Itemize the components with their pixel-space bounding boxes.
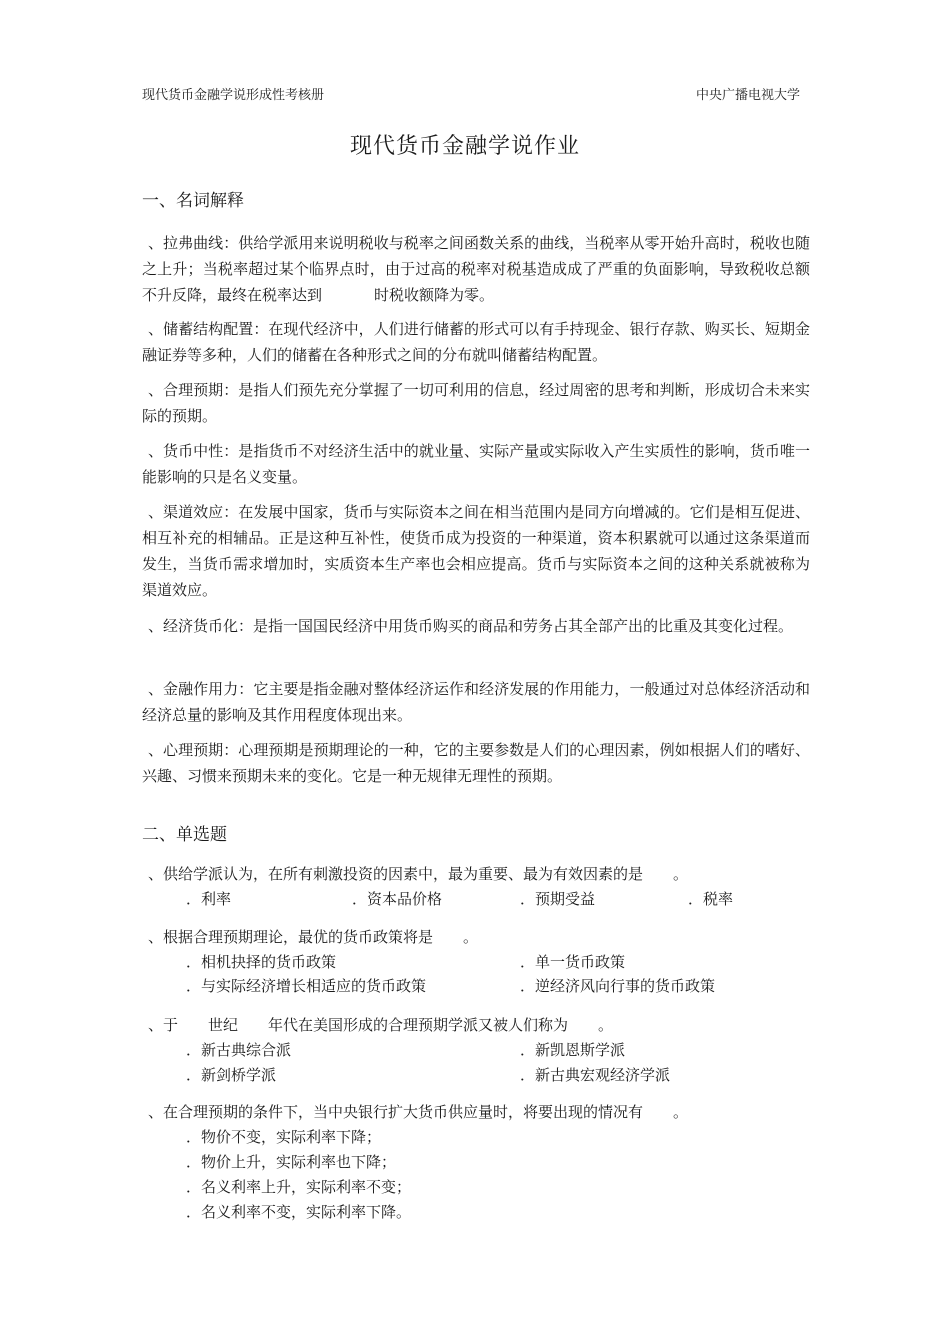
question-end: 。 [673,1103,689,1121]
option-d: ．逆经济风向行事的货币政策 [520,977,716,995]
term-paragraph: 、储蓄结构配置：在现代经济中，人们进行储蓄的形式可以有手持现金、银行存款、购买长、短期金融证券等多种，人们的储蓄在各种形式之间的分布就叫储蓄结构配置。 [142,320,810,364]
option-c: ．与实际经济增长相适应的货币政策 [186,977,427,995]
option-c: ．名义利率上升，实际利率不变； [186,1178,412,1196]
question-text: 、在合理预期的条件下，当中央银行扩大货币供应量时，将要出现的情况有 [148,1103,644,1121]
option-a: ．相机抉择的货币政策 [186,953,337,971]
option-d: ．税率 [688,890,734,908]
header-right: 中央广播电视大学 [695,88,800,103]
option-a: ．新古典综合派 [186,1041,292,1059]
option-b: ．资本品价格 [352,890,443,908]
page-title: 现代货币金融学说作业 [349,134,580,159]
option-a: ．物价不变，实际利率下降； [186,1128,382,1146]
term-paragraph: 、金融作用力：它主要是指金融对整体经济运作和经济发展的作用能力，一般通过对总体经济活动和经济总量的影响及其作用程度体现出来。 [142,680,810,724]
term-paragraph: 、渠道效应：在发展中国家，货币与实际资本之间在相当范围内是同方向增减的。它们是相互促进、相互补充的相辅品。正是这种互补性，使货币成为投资的一种渠道，资本积累就可以通过这条渠道而发生，当货币需求增加时，实质资本生产率也会相应提高。货币与实际资本之间的这种关系就被称为渠道效应。 [142,503,810,599]
question-text: 世纪 [208,1016,239,1034]
question-text: 、供给学派认为，在所有刺激投资的因素中，最为重要、最为有效因素的是 [148,865,644,883]
term-paragraph: 、合理预期：是指人们预先充分掌握了一切可利用的信息，经过周密的思考和判断，形成切合未来实际的预期。 [142,381,810,425]
term-text: 、拉弗曲线：供给学派用来说明税收与税率之间函数关系的曲线，当税率从零开始升高时，税收也随之上升；当税率超过某个临界点时，由于过高的税率对税基造成成了严重的负面影响，导致税收总额不升反降，最终在税率达到 [142,234,810,304]
option-d: ．名义利率不变，实际利率下降。 [186,1203,412,1221]
option-b: ．物价上升，实际利率也下降； [186,1153,397,1171]
term-paragraph: 、经济货币化：是指一国国民经济中用货币购买的商品和劳务占其全部产出的比重及其变化过程。 [148,617,794,635]
question-stem [148,925,478,949]
option-c: ．预期受益 [520,890,596,908]
term-paragraph: 、货币中性：是指货币不对经济生活中的就业量、实际产量或实际收入产生实质性的影响，货币唯一能影响的只是名义变量。 [142,442,810,486]
question-end: 。 [463,928,479,946]
section-heading-terms: 一、名词解释 [142,191,244,211]
option-c: ．新剑桥学派 [186,1066,277,1084]
question-text: 、根据合理预期理论，最优的货币政策将是 [148,928,434,946]
option-b: ．新凯恩斯学派 [520,1041,626,1059]
option-d: ．新古典宏观经济学派 [520,1066,671,1084]
term-paragraph [142,230,810,308]
option-b: ．单一货币政策 [520,953,626,971]
question-text: 年代在美国形成的合理预期学派又被人们称为 [268,1016,569,1034]
question-end: 。 [673,865,689,883]
question-stem [148,862,688,886]
question-end: 。 [598,1016,614,1034]
term-text: 时税收额降为零。 [374,286,495,304]
question-stem [148,1100,688,1124]
header-left: 现代货币金融学说形成性考核册 [142,88,325,103]
question-stem [148,1013,613,1037]
section-heading-single-choice: 二、单选题 [142,825,227,845]
option-a: ．利率 [186,890,232,908]
term-paragraph: 、心理预期：心理预期是预期理论的一种，它的主要参数是人们的心理因素，例如根据人们的嗜好、兴趣、习惯来预期未来的变化。它是一种无规律无理性的预期。 [142,741,810,785]
question-text: 、于 [148,1016,179,1034]
